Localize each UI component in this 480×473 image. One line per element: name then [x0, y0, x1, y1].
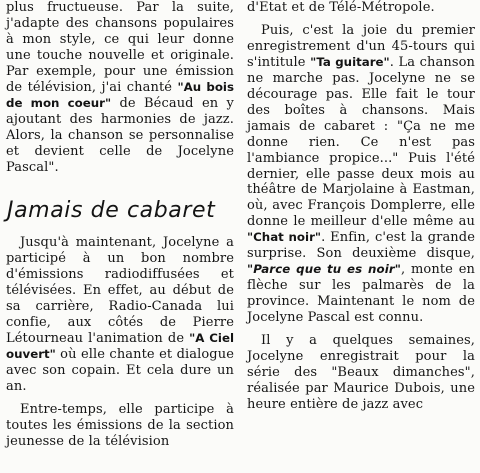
paragraph: Entre-temps, elle participe à toutes les émissions de la section jeunesse de la télévision [6, 402, 234, 449]
text-run: de Bécaud en y ajoutant des harmonies de jazz. Alors, la chanson se personnalise et devient celle de Jocelyne Pascal". [6, 95, 234, 175]
text-run: . Enfin, c'est la grande surprise. Son deuxième disque, [247, 230, 475, 262]
right-column [247, 0, 475, 413]
song-title-au-bois-de-mon-coeur: "Au bois de mon coeur" [6, 79, 234, 110]
paragraph-continued [6, 0, 234, 175]
text-run: plus fructueuse. Par la suite, j'adapte des chansons populaires à mon style, ce qui leur donne une touche nouvelle et originale. Par exemple, pour une émission de télévision, j'ai chanté [6, 0, 234, 95]
paragraph-continued: d'Etat et de Télé-Métropole. [247, 0, 435, 15]
paragraph [247, 23, 475, 326]
paragraph: Il y a quelques semaines, Jocelyne enregistrait pour la série des "Beaux dimanches", réalisée par Maurice Dubois, une heure entière de jazz avec [247, 333, 475, 412]
text-run: , monte en flèche sur les palmarès de la province. Maintenant le nom de Jocelyne Pascal est connu. [247, 262, 475, 326]
text-run: Jusqu'à maintenant, Jocelyne a participé à un bon nombre d'émissions radiodiffusées et télévisées. En effet, au début de sa carrière, Radio-Canada lui confie, aux côtés de Pierre Létourneau l'animation de [6, 235, 234, 347]
song-title-ta-guitare: "Ta guitare" [310, 54, 390, 69]
venue-chat-noir: "Chat noir" [247, 230, 322, 245]
song-title-parce-que-tu-es-noir: "Parce que tu es noir" [247, 262, 401, 277]
section-heading: Jamais de cabaret [7, 198, 216, 224]
text-run: où elle chante et dialogue avec son copain. Et cela dure un an. [6, 347, 234, 395]
left-column [6, 0, 234, 450]
show-title-a-ciel-ouvert: "A Ciel ouvert" [6, 331, 234, 362]
paragraph [6, 235, 234, 395]
text-run: Puis, c'est la joie du premier enregistrement d'un 45-tours qui s'intitule [247, 22, 475, 70]
text-run: . La chanson ne marche pas. Jocelyne ne se décourage pas. Elle fait le tour des boîtes à chansons. Mais jamais de cabaret : "Ça ne me donne rien. Ce n'est pas l'ambiance propice..." Puis l'été dernier, elle passe deux mois au théâtre de Marjolaine à Eastman, où, avec François Domplerre, elle donne le meilleur d'elle même au [247, 54, 475, 230]
